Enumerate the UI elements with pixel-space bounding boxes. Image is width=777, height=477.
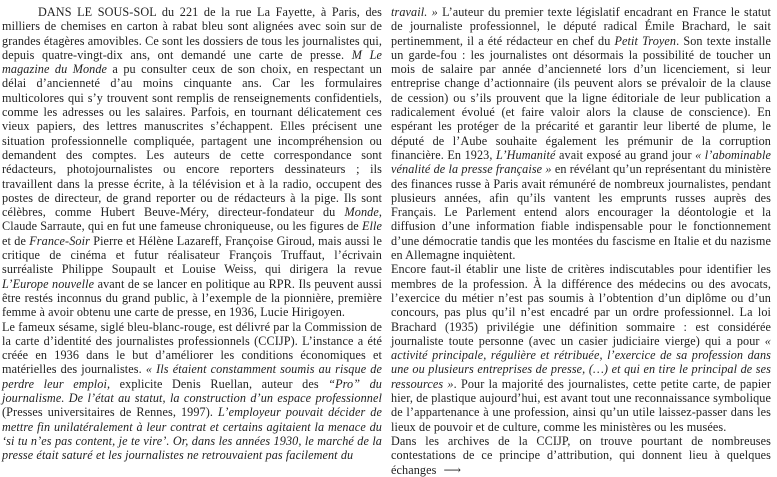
paragraph bbox=[2, 5, 382, 320]
text-run-italic: L’Europe nouvelle bbox=[2, 276, 95, 291]
text-run-italic: L’employeur pouvait décider de mettre fin unilatéralement à leur contrat et certains agitaient la menace du ‘si tu n’es pas content, je te vire’. Or, dans les années 1930, le marché de la presse était saturé et les journalistes ne retrouvaient pas facilement du bbox=[2, 405, 382, 463]
text-run: , Claude Sarraute, qui en fut une fameuse chroniqueuse, ou les figures de bbox=[2, 205, 382, 234]
paragraph bbox=[391, 262, 771, 434]
text-run: Pierre et Hélène Lazareff, Françoise Giroud, mais aussi le critique de cinéma et futur réalisateur François Truffaut, l’écrivain surréaliste Philippe Soupault et Louise Weiss, qui dirigera la revue bbox=[2, 233, 382, 277]
text-run: avait exposé au grand jour bbox=[555, 147, 696, 162]
text-run-italic: L’Humanité bbox=[496, 147, 556, 162]
text-column-left bbox=[2, 5, 382, 463]
text-run: L’auteur du premier texte législatif encadrant en France le statut de journaliste professionnel, le député radical Émile Brachard, le sait pertinemment, il a été rédacteur en chef du bbox=[391, 5, 772, 48]
text-run: . Son texte installe un garde-fou : les journalistes ont désormais la possibilité de toucher un mois de salaire par année d’ancienneté lors d’un licenciement, si leur entreprise change d’actionnaire (ils peuvent alors se prévaloir de la clause de cession) ou s’ils prouvent que la ligne éditoriale de leur publication a radicalement évolué (et faire valoir alors la clause de conscience). En espérant les protéger de la précarité et garantir leur liberté de plume, le député de l’Aube souhaite également les prémunir de la corruption financière. En 1923, bbox=[391, 33, 771, 162]
text-run: Le fameux sésame, siglé bleu-blanc-rouge, est délivré par la Commission de la carte d’identité des journalistes professionnels (CCIJP). L’instance a été créée en 1936 dans le but d’améliorer les conditions économiques et matérielles des journalistes. bbox=[2, 319, 382, 377]
text-run-italic: « Ils étaient constamment soumis au risque de perdre leur emploi, bbox=[2, 362, 382, 391]
text-run: Encore faut-il établir une liste de critères indiscutables pour identifier les membres de la profession. À la différence des médecins ou des avocats, l’exercice du métier n’est pas soumis à l’obtention d’un diplôme ou d’un concours, pas plus qu’il n’est encadré par un ordre professionnel. La loi Brachard (1935) privilégie une définition sommaire : est considérée journaliste toute personne (avec un casier judiciaire vierge) qui a pour bbox=[391, 262, 771, 348]
text-run: avant de se lancer en politique au RPR. Ils peuvent aussi être restés inconnus du grand public, à l’exemple de la pionnière, première femme à avoir obtenu une carte de presse, en 1936, Lucie Hirigoyen. bbox=[2, 276, 382, 320]
text-run-italic: Elle bbox=[361, 219, 382, 234]
continuation-arrow-icon: ⟶ bbox=[443, 462, 461, 477]
text-run-italic: « activité principale, régulière et rétribuée, l’exercice de sa profession dans une ou plusieurs entreprises de presse, (…) et qui en tire le principal de ses ressources » bbox=[391, 333, 771, 391]
text-run: DANS LE SOUS-SOL du 221 de la rue La Fayette, à Paris, des milliers de chemises en carton à rabat bleu sont alignées avec soin sur de grandes étagères amovibles. Ce sont les dossiers de tous les journalistes qui, depuis quatre-vingt-dix ans, ont demandé une carte de presse. bbox=[2, 5, 382, 62]
text-run: . Pour la majorité des journalistes, cette petite carte, de papier hier, de plastique aujourd’hui, est avant tout une reconnaissance symbolique de l’appartenance à une profession, ainsi qu’un utile laissez-passer dans les lieux de pouvoir et de culture, comme les ministères ou les musées. bbox=[391, 376, 771, 434]
text-run-italic: Monde bbox=[344, 205, 379, 220]
text-column-right bbox=[391, 5, 772, 477]
text-run: Dans les archives de la CCIJP, on trouve pourtant de nombreuses contestations de ce principe d’attribution, qui donnent lieu à quelques échanges bbox=[391, 433, 771, 477]
text-run: (Presses universitaires de Rennes, 1997). bbox=[2, 405, 218, 420]
text-run-italic: « l’abominable vénalité de la presse française » bbox=[391, 147, 771, 177]
text-run: a pu consulter ceux de son choix, en respectant un délai d’ancienneté d’au moins cinquante ans. Car les formulaires multicolores qui s’y trouvent sont remplis de renseignements confidentiels, comme les adresses ou les salaires. Parfois, en tournant délicatement ces vieux papiers, des lettres manuscrites s’échappent. Elles précisent une situation professionnelle compliquée, partagent une incompréhension ou demandent des comptes. Les auteurs de cette correspondance sont rédacteurs, photojournalistes ou encore reporters dessinateurs ; ils travaillent dans la presse écrite, à la télévision et à la radio, occupent des postes de directeur, de grand reporter ou de rédacteurs à la pige. Ils sont célèbres, comme Hubert Beuve-Méry, directeur-fondateur du bbox=[2, 62, 382, 220]
paragraph bbox=[391, 5, 771, 262]
text-run: et de bbox=[2, 233, 30, 248]
text-run-italic: travail. » bbox=[391, 5, 438, 19]
text-run: explicite Denis Ruellan, auteur des bbox=[110, 376, 329, 391]
paragraph bbox=[391, 434, 771, 477]
text-run-italic: M Le magazine du Monde bbox=[2, 47, 382, 77]
paragraph bbox=[2, 320, 382, 463]
text-run: en révélant qu’un représentant du ministère des finances russe à Paris avait rémunéré de nombreux journalistes, pendant plusieurs années, afin qu’ils vantent les emprunts russes auprès des Français. Le Parlement entend alors encourager la déontologie et la diffusion d’une information fiable indispensable pour le fonctionnement d’une démocratie tandis que les montées du fascisme en Italie et du nazisme en Allemagne inquiètent. bbox=[391, 162, 771, 263]
text-run-italic: France-Soir bbox=[29, 233, 90, 248]
text-run-italic: “Pro” du journalisme. De l’état au statut, la construction d’un espace professionnel bbox=[2, 376, 382, 406]
text-run-italic: Petit Troyen bbox=[614, 33, 677, 48]
